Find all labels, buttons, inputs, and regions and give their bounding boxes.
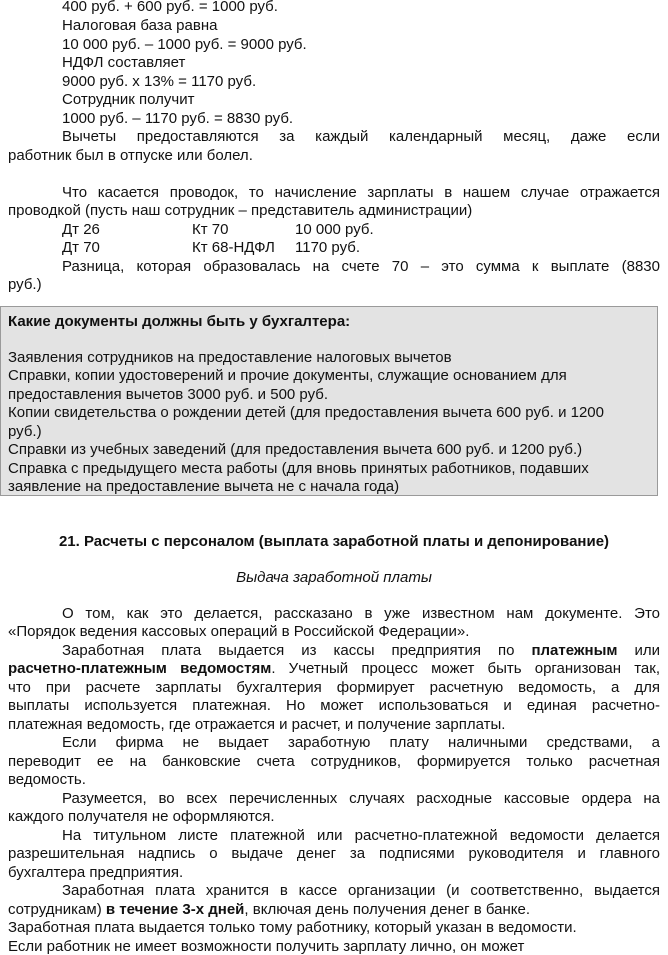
bold-run: расчетно-платежным ведомостям	[8, 660, 272, 677]
posting-sum: 10 000 руб.	[295, 221, 374, 238]
paragraph-line: разрешительная надпись о выдаче денег за подписями руководителя и главного	[8, 845, 660, 862]
calc-line: 10 000 руб. – 1000 руб. = 9000 руб.	[62, 36, 307, 53]
calc-line: 9000 руб. x 13% = 1170 руб.	[62, 73, 257, 90]
box-line: Справки из учебных заведений (для предоставления вычета 600 руб. и 1200 руб.)	[8, 441, 583, 458]
posting-row	[62, 221, 660, 238]
text-run: . Учетный процесс может быть организован так,	[271, 660, 660, 677]
box-line: заявление на предоставление вычета не с начала года)	[8, 478, 400, 495]
paragraph-line	[8, 901, 660, 918]
posting-credit: Кт 70	[192, 221, 229, 238]
posting-row	[62, 239, 660, 256]
calc-line: Налоговая база равна	[62, 17, 218, 34]
paragraph-line: О том, как это делается, рассказано в уже известном нам документе. Это	[62, 605, 660, 622]
paragraph-line: работник был в отпуске или болел.	[8, 147, 253, 164]
documents-box	[0, 306, 658, 496]
calc-line: 1000 руб. – 1170 руб. = 8830 руб.	[62, 110, 294, 127]
text-run: Заработная плата выдается из кассы предприятия по	[62, 642, 532, 659]
paragraph-line: На титульном листе платежной или расчетно-платежной ведомости делается	[62, 827, 660, 844]
paragraph-line	[8, 660, 660, 677]
box-line: руб.)	[8, 423, 42, 440]
paragraph-line: Разница, которая образовалась на счете 70 – это сумма к выплате (8830	[62, 258, 660, 275]
paragraph-line: Заработная плата хранится в кассе организации (и соответственно, выдается	[62, 882, 660, 899]
box-title: Какие документы должны быть у бухгалтера:	[8, 313, 351, 330]
paragraph-line: ведомость.	[8, 771, 86, 788]
paragraph-line: что при расчете зарплаты бухгалтерия формирует расчетную ведомость, а для	[8, 679, 660, 696]
box-line: предоставления вычетов 3000 руб. и 500 руб.	[8, 386, 329, 403]
posting-sum: 1170 руб.	[295, 239, 361, 256]
paragraph-line: Разумеется, во всех перечисленных случаях расходные кассовые ордера на	[62, 790, 660, 807]
paragraph-line: бухгалтера предприятия.	[8, 864, 184, 881]
section-subheading: Выдача заработной платы	[236, 569, 432, 586]
section-heading: 21. Расчеты с персоналом (выплата заработной платы и депонирование)	[58, 533, 610, 550]
box-line: Справки, копии удостоверений и прочие документы, служащие основанием для	[8, 367, 567, 384]
paragraph-line: Если фирма не выдает заработную плату наличными средствами, а	[62, 734, 660, 751]
posting-credit: Кт 68-НДФЛ	[192, 239, 275, 256]
calc-line: 400 руб. + 600 руб. = 1000 руб.	[62, 0, 278, 15]
paragraph-line	[62, 642, 660, 659]
text-run: или	[617, 642, 660, 659]
text-run: , включая день получения денег в банке.	[244, 901, 531, 918]
paragraph-line: Если работник не имеет возможности получить зарплату лично, он может	[8, 938, 525, 955]
paragraph-line: проводкой (пусть наш сотрудник – представитель администрации)	[8, 202, 473, 219]
paragraph-line: каждого получателя не оформляются.	[8, 808, 275, 825]
bold-run: в течение 3-х дней	[105, 901, 245, 918]
paragraph-line: платежная ведомость, где отражается и расчет, и получение зарплаты.	[8, 716, 506, 733]
paragraph-line: выплаты используется платежная. Но может использоваться и единая расчетно-	[8, 697, 660, 714]
calc-line: НДФЛ составляет	[62, 54, 186, 71]
box-line: Заявления сотрудников на предоставление налоговых вычетов	[8, 349, 452, 366]
posting-debit: Дт 26	[62, 221, 100, 238]
text-run: сотрудникам)	[8, 901, 106, 918]
paragraph-line: «Порядок ведения кассовых операций в Российской Федерации».	[8, 623, 470, 640]
calc-line: Сотрудник получит	[62, 91, 195, 108]
posting-debit: Дт 70	[62, 239, 100, 256]
paragraph-line: переводит ее на банковские счета сотрудников, формируется только расчетная	[8, 753, 660, 770]
paragraph-line: Заработная плата выдается только тому работнику, который указан в ведомости.	[8, 919, 577, 936]
box-line: Справка с предыдущего места работы (для вновь принятых работников, подавших	[8, 460, 589, 477]
bold-run: платежным	[531, 642, 618, 659]
paragraph-line: Что касается проводок, то начисление зарплаты в нашем случае отражается	[62, 184, 660, 201]
paragraph-line: Вычеты предоставляются за каждый календарный месяц, даже если	[62, 128, 660, 145]
box-line: Копии свидетельства о рождении детей (для предоставления вычета 600 руб. и 1200	[8, 404, 604, 421]
paragraph-line: руб.)	[8, 276, 42, 293]
